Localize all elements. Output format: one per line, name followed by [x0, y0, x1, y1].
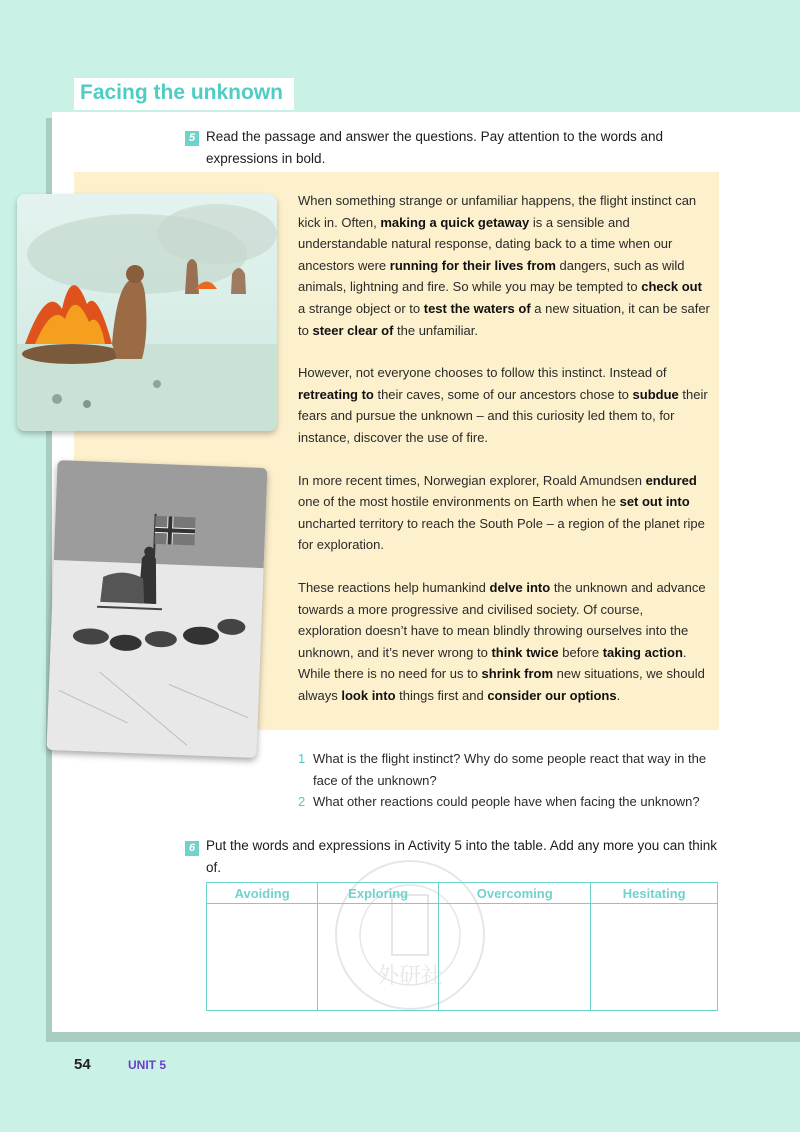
passage-paragraph — [298, 362, 710, 448]
passage-text: In more recent times, Norwegian explorer, Roald Amundsen — [298, 472, 646, 488]
passage-text: uncharted territory to reach the South Pole – a region of the planet ripe for exploration. — [298, 515, 705, 553]
passage-text: . — [616, 687, 621, 703]
section-title-tab — [74, 78, 294, 110]
bold-expression: subdue — [632, 386, 679, 402]
passage-text: new situations, we should always — [298, 666, 705, 703]
question-number: 2 — [298, 794, 306, 809]
passage-text: one of the most hostile environments on Earth when he — [298, 494, 620, 510]
table-cell-hesitating[interactable] — [591, 904, 718, 1011]
bold-expression: check out — [641, 279, 702, 295]
page-number: 54 — [74, 1056, 91, 1073]
activity-5-instruction: Read the passage and answer the questions. Pay attention to the words and expressions in bold. — [206, 129, 664, 166]
south-pole-explorer-photo — [47, 460, 268, 758]
ancestors-fire-photo — [17, 194, 277, 431]
passage-text: things first and — [395, 687, 488, 703]
passage-text: before — [558, 644, 603, 660]
table-cell-exploring[interactable] — [318, 904, 439, 1011]
passage-text: their caves, some of our ancestors chose to — [373, 386, 633, 402]
unit-label: UNIT 5 — [128, 1058, 167, 1072]
table-cell-avoiding[interactable] — [207, 904, 318, 1011]
passage-paragraph — [298, 190, 710, 341]
bold-expression: taking action — [602, 644, 683, 660]
bold-expression: consider our options — [487, 687, 617, 703]
passage-text: These reactions help humankind — [298, 579, 490, 595]
question-item — [298, 748, 718, 791]
bold-expression: shrink from — [481, 666, 554, 682]
passage-text: the unfamiliar. — [393, 322, 478, 338]
passage-paragraph — [298, 470, 710, 556]
bold-expression: running for their lives from — [389, 257, 556, 273]
reading-passage — [298, 190, 710, 727]
bold-expression: endured — [645, 472, 697, 488]
question-text: What other reactions could people have when facing the unknown? — [313, 794, 700, 809]
table-header-exploring: Exploring — [318, 883, 439, 904]
bold-expression: delve into — [489, 579, 551, 595]
passage-text: When something strange or unfamiliar happens, the flight instinct can kick in. Often, — [298, 193, 697, 230]
table-header-hesitating: Hesitating — [591, 883, 718, 904]
watermark-text: 外研社 — [376, 964, 444, 989]
question-text: What is the flight instinct? Why do some people react that way in the face of the unknown? — [313, 751, 707, 788]
bold-expression: set out into — [619, 494, 690, 510]
passage-text: . While there is no need for us to — [298, 644, 687, 682]
question-item — [298, 791, 718, 813]
table-header-overcoming: Overcoming — [439, 883, 591, 904]
bold-expression: making a quick getaway — [380, 214, 530, 230]
section-title: Facing the unknown — [80, 81, 283, 104]
activity-6-badge: 6 — [185, 841, 199, 856]
bold-expression: steer clear of — [312, 322, 394, 338]
passage-text: is a sensible and understandable natural response, dating back to a time when our ancestors were — [298, 214, 673, 273]
bold-expression: retreating to — [298, 386, 374, 402]
bold-expression: test the waters of — [423, 300, 531, 316]
passage-text: the unknown and advance towards a more progressive and civilised society. Of course, exploration doesn’t have to mean blindly throwing ourselves into the unknown, and it’s never wrong to — [298, 579, 706, 660]
vocabulary-table — [206, 882, 718, 1011]
bold-expression: look into — [341, 687, 396, 703]
passage-text: their fears and pursue the unknown – and this curiosity led them to, for instance, discover the use of fire. — [298, 386, 708, 445]
activity-5-badge: 5 — [185, 131, 199, 146]
bold-expression: think twice — [491, 644, 559, 660]
activity-6-instruction: Put the words and expressions in Activity 5 into the table. Add any more you can think of. — [206, 838, 718, 875]
passage-text: However, not everyone chooses to follow this instinct. Instead of — [298, 365, 667, 381]
passage-text: dangers, such as wild animals, lightning and fire. So while you may be tempted to — [298, 257, 685, 295]
question-number: 1 — [298, 751, 306, 766]
passage-text: a strange object or to — [298, 300, 424, 316]
questions-list — [298, 748, 718, 813]
passage-paragraph — [298, 577, 710, 707]
table-header-avoiding: Avoiding — [207, 883, 318, 904]
passage-text: a new situation, it can be safer to — [298, 300, 710, 338]
table-cell-overcoming[interactable] — [439, 904, 591, 1011]
